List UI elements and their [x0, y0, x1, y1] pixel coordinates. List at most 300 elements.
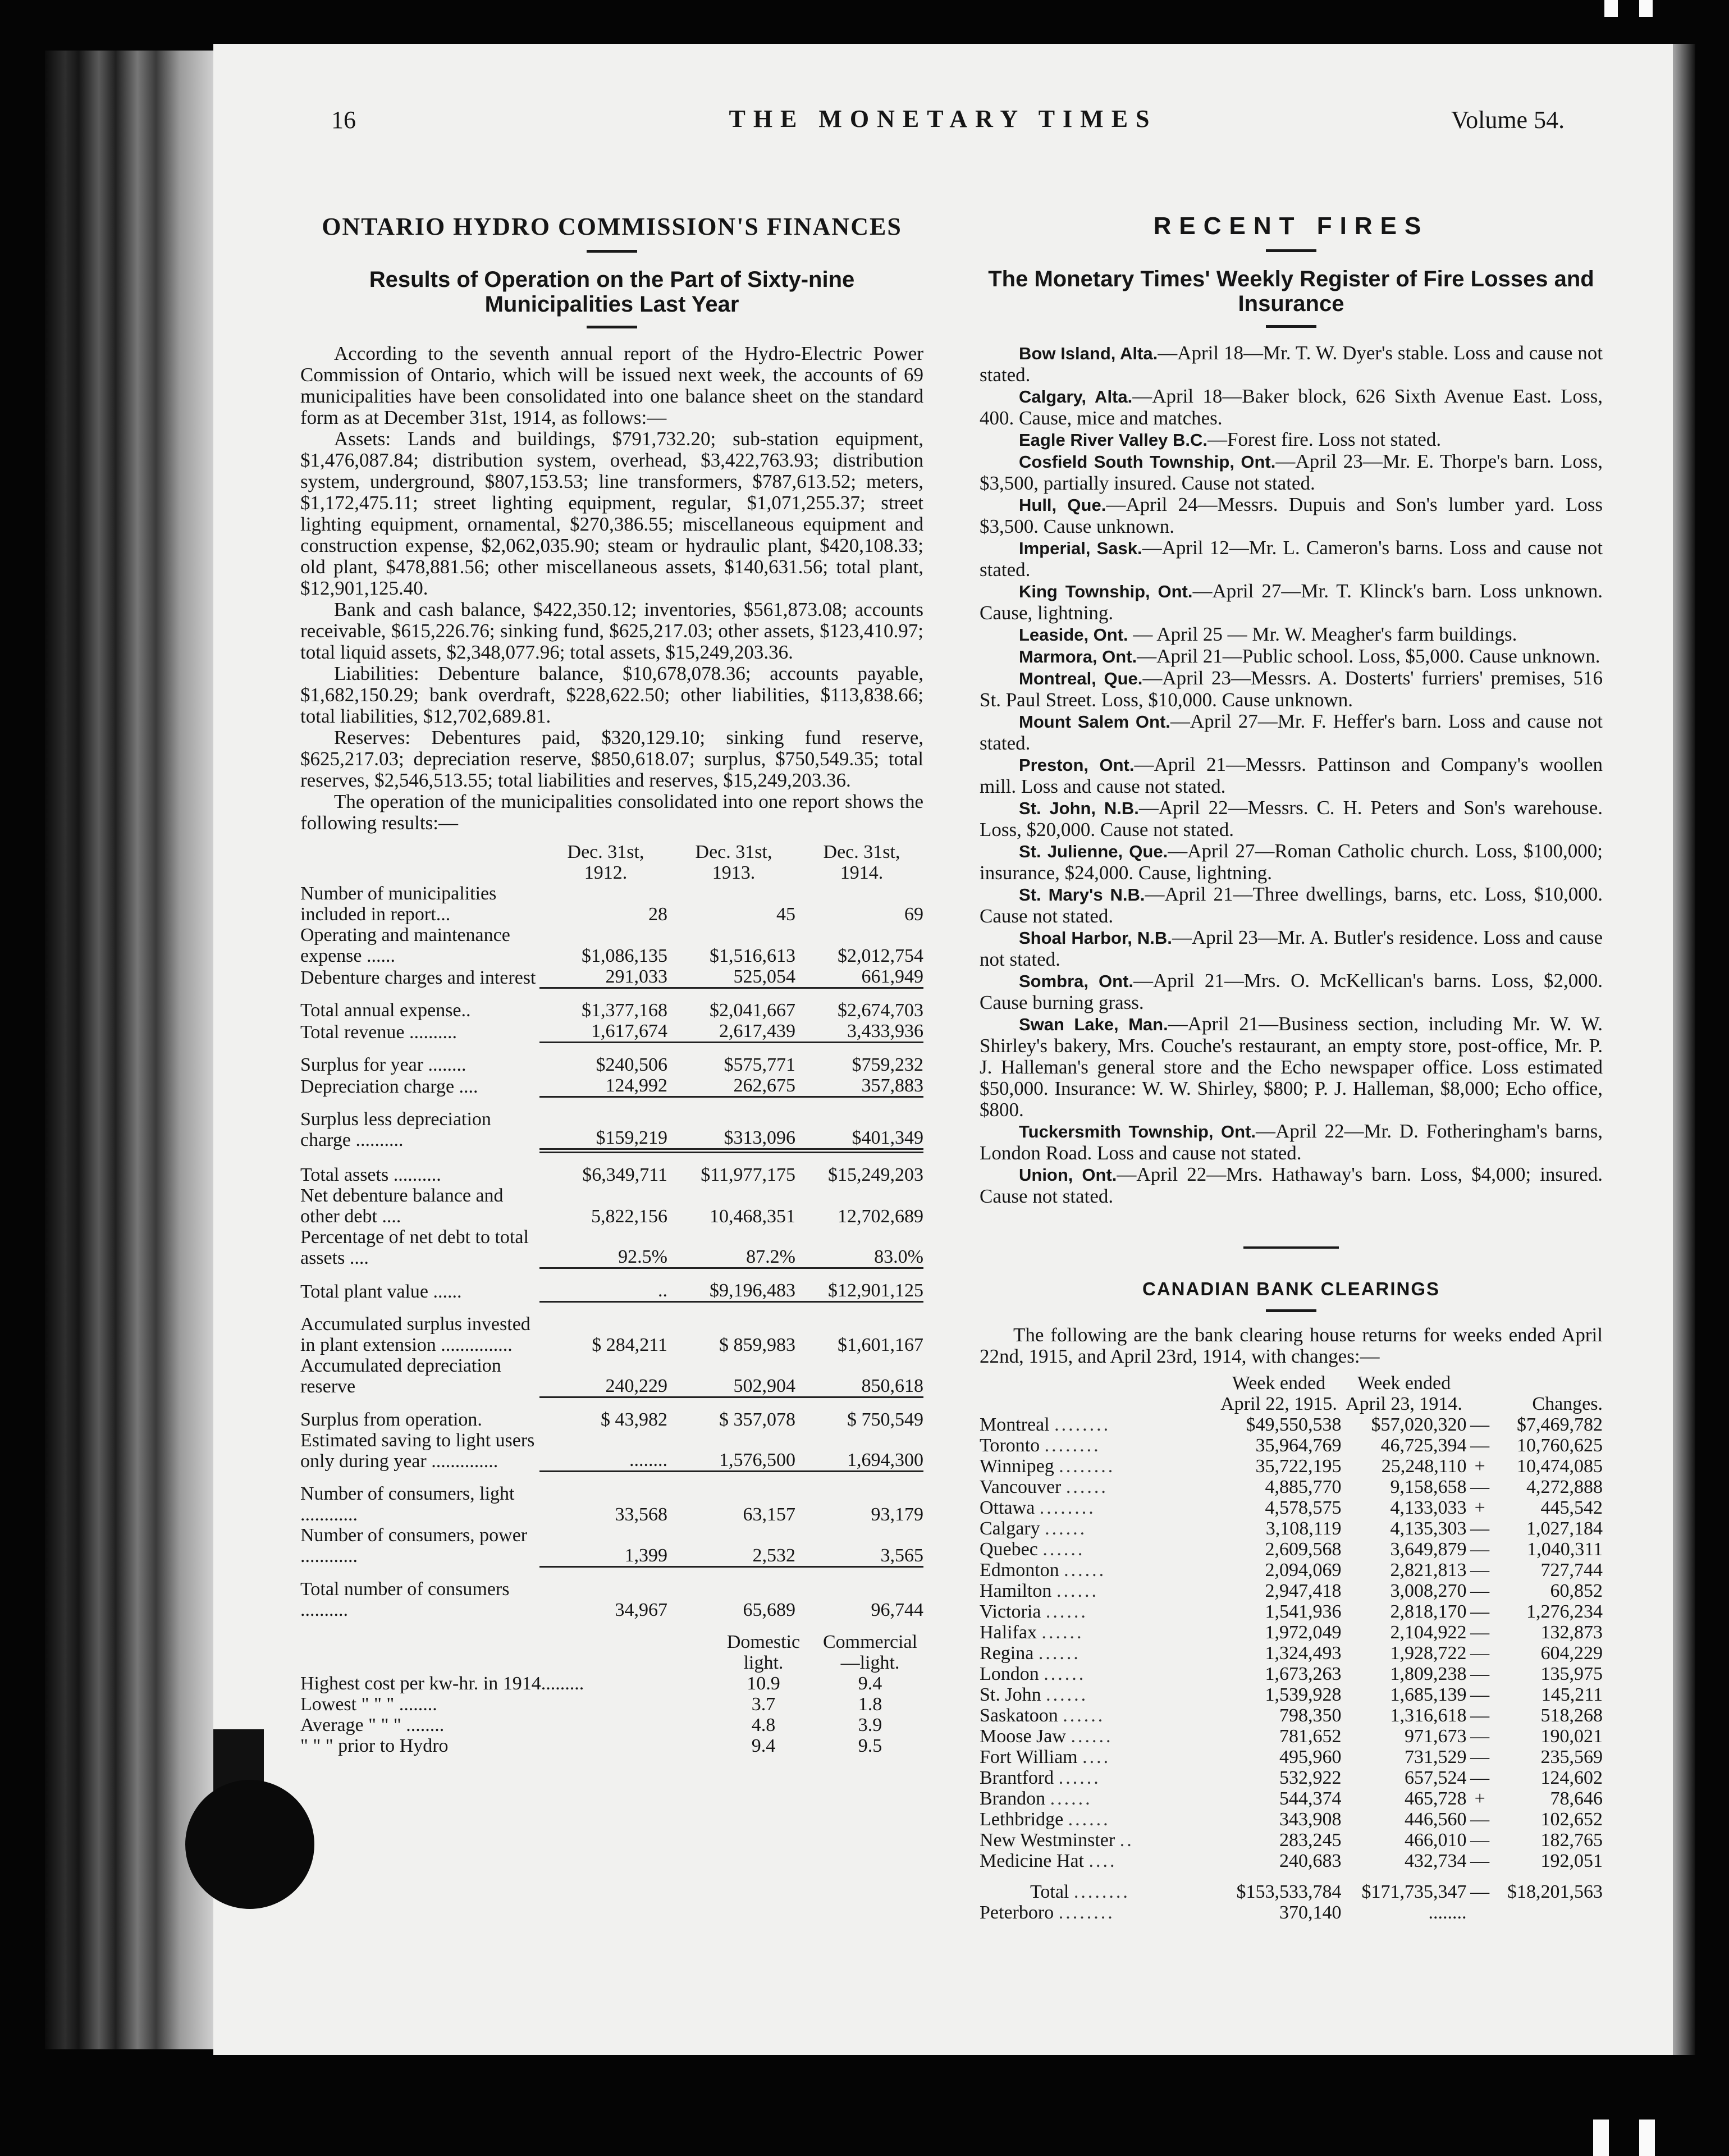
row-value: 34,967 — [615, 1599, 667, 1620]
page-number: 16 — [331, 106, 356, 134]
fire-details: —Forest fire. Loss not stated. — [1207, 428, 1442, 450]
row-value: 240,229 — [539, 1355, 667, 1397]
table-row — [300, 1483, 923, 1525]
table-row — [980, 1560, 1603, 1581]
fire-details: —April 21—Mrs. O. McKellican's barns. Loss, $2,000. Cause burning grass. — [980, 970, 1603, 1013]
subtitle-rule — [1266, 325, 1316, 328]
row-label: Accumulated depreciation reserve — [300, 1355, 501, 1397]
film-mark — [1639, 0, 1653, 17]
clearing-1915: 1,541,936 — [1265, 1601, 1342, 1622]
change-amount: 10,474,085 — [1517, 1456, 1603, 1477]
row-label: Percentage of net debt to total assets .... — [300, 1226, 529, 1268]
clearing-1915: 3,108,119 — [1265, 1518, 1342, 1539]
change-sign: + — [1474, 1497, 1485, 1518]
change-amount: $18,201,563 — [1507, 1881, 1603, 1902]
row-value: $9,196,483 — [667, 1280, 795, 1302]
clearing-1915: 240,683 — [1279, 1851, 1342, 1871]
table-row — [300, 1673, 923, 1694]
city-name: Montreal — [980, 1414, 1050, 1435]
clearing-1915: 1,972,049 — [1265, 1622, 1342, 1643]
row-value: 10.9 — [747, 1673, 780, 1694]
hydro-body — [300, 343, 923, 834]
clearing-1914: 2,104,922 — [1390, 1622, 1467, 1643]
table-row — [980, 1788, 1603, 1809]
clearing-1915: 343,908 — [1279, 1809, 1342, 1830]
city-name: Regina — [980, 1643, 1034, 1664]
leader-dots: ...... — [1058, 1767, 1101, 1788]
leader-dots: ...... — [1063, 1705, 1105, 1726]
volume-label: Volume 54. — [1451, 106, 1565, 134]
fire-entry — [980, 646, 1603, 668]
change-amount: 235,569 — [1540, 1747, 1603, 1767]
fire-details: —April 27—Roman Catholic church. Loss, $100,000; insurance, $24,000. Cause, lightning. — [980, 840, 1603, 884]
table-row — [980, 1581, 1603, 1601]
row-value: 502,904 — [667, 1355, 795, 1397]
table-row — [300, 1735, 923, 1756]
row-value: 4.8 — [751, 1714, 776, 1735]
row-value: 357,883 — [795, 1075, 923, 1097]
column-header: Domestic light. — [726, 1631, 801, 1673]
row-value: $12,901,125 — [795, 1280, 923, 1302]
row-label: Total annual expense.. — [300, 1000, 471, 1021]
row-label: Number of consumers, power ............ — [300, 1525, 528, 1566]
change-amount: 135,975 — [1540, 1664, 1603, 1684]
table-row — [300, 1314, 923, 1355]
table-row — [980, 1497, 1603, 1518]
city-cell — [980, 1809, 1216, 1830]
fire-details: —April 23—Mr. A. Butler's residence. Loss and cause not stated. — [980, 926, 1603, 970]
table-row — [980, 1851, 1603, 1871]
change-sign: — — [1470, 1767, 1490, 1788]
clearings-title: CANADIAN BANK CLEARINGS — [1142, 1278, 1440, 1299]
column-header: Changes. — [1532, 1394, 1603, 1414]
change-amount: 1,276,234 — [1526, 1601, 1603, 1622]
city-name: Total — [1030, 1881, 1069, 1902]
book-spine — [45, 51, 213, 2049]
change-amount: 4,272,888 — [1526, 1477, 1603, 1497]
city-name: London — [980, 1664, 1039, 1684]
city-name: Ottawa — [980, 1497, 1035, 1518]
rate-table — [300, 1632, 923, 1756]
row-value: 525,054 — [667, 966, 795, 988]
city-name: Hamilton — [980, 1581, 1052, 1601]
clearing-1915: 798,350 — [1279, 1705, 1342, 1726]
row-label: Net debenture balance and other debt .... — [300, 1185, 504, 1227]
fire-details: —April 23—Mr. E. Thorpe's barn. Loss, $3,500, partially insured. Cause not stated. — [980, 450, 1603, 494]
change-amount: 1,040,311 — [1527, 1539, 1603, 1560]
leader-dots: .... — [1088, 1851, 1117, 1871]
row-value: 87.2% — [667, 1227, 795, 1268]
leader-dots: ...... — [1056, 1581, 1099, 1601]
row-value: 10,468,351 — [710, 1205, 795, 1227]
table-row — [980, 1767, 1603, 1788]
table-row — [980, 1664, 1603, 1684]
row-value: $ 43,982 — [601, 1409, 667, 1430]
hydro-title: ONTARIO HYDRO COMMISSION'S FINANCES — [322, 213, 902, 240]
fire-details: —April 27—Mr. F. Heffer's barn. Loss and cause not stated. — [980, 710, 1603, 754]
hydro-results-table — [300, 842, 923, 1620]
column-header: Week ended April 22, 1915. — [1220, 1373, 1337, 1414]
row-value: 1,694,300 — [795, 1430, 923, 1472]
hydro-article — [300, 212, 923, 1756]
column-header: Week ended April 23, 1914. — [1346, 1373, 1462, 1414]
clearing-1915: 544,374 — [1279, 1788, 1342, 1809]
clearing-1915: 370,140 — [1279, 1902, 1342, 1923]
row-value: $759,232 — [852, 1054, 923, 1075]
table-row — [300, 1430, 923, 1472]
fire-details: —April 21—Messrs. Pattinson and Company's woollen mill. Loss and cause not stated. — [980, 753, 1603, 797]
clearings-rule — [1266, 1309, 1316, 1312]
fire-place: St. John, N.B. — [1019, 798, 1139, 818]
row-value: 124,992 — [539, 1075, 667, 1097]
row-value: 850,618 — [795, 1355, 923, 1397]
fire-details: —April 24—Messrs. Dupuis and Son's lumber yard. Loss $3,500. Cause unknown. — [980, 494, 1603, 537]
clearing-1915: 4,578,575 — [1265, 1497, 1342, 1518]
fire-entry — [980, 342, 1603, 386]
row-label: Estimated saving to light users only during year .............. — [300, 1429, 535, 1472]
row-value: 45 — [776, 904, 795, 925]
row-value: $ 750,549 — [847, 1409, 923, 1430]
row-value: $2,674,703 — [838, 1000, 923, 1021]
fire-entry — [980, 797, 1603, 841]
row-value: 83.0% — [795, 1227, 923, 1268]
clearing-1915: 4,885,770 — [1265, 1477, 1342, 1497]
clearing-1914: 25,248,110 — [1381, 1456, 1467, 1477]
fire-entry — [980, 494, 1603, 537]
city-name: Brandon — [980, 1788, 1046, 1809]
change-amount: 60,852 — [1550, 1581, 1603, 1601]
table-row — [300, 1021, 923, 1043]
subtitle-rule — [587, 326, 637, 328]
fire-place: Bow Island, Alta. — [1019, 344, 1158, 363]
row-value: $313,096 — [667, 1109, 795, 1150]
row-label: Total assets .......... — [300, 1164, 441, 1185]
table-row — [980, 1477, 1603, 1497]
title-rule — [587, 250, 637, 253]
row-value: $1,601,167 — [838, 1335, 923, 1355]
clearing-1915: 1,539,928 — [1265, 1684, 1342, 1705]
table-row — [300, 1715, 923, 1735]
change-amount: 132,873 — [1540, 1622, 1603, 1643]
clearing-1914: 3,008,270 — [1390, 1581, 1467, 1601]
city-name: Calgary — [980, 1518, 1040, 1539]
row-value: $1,516,613 — [710, 945, 795, 966]
table-row — [300, 1579, 923, 1620]
thumb-shadow — [185, 1780, 314, 1909]
clearing-1914: 1,928,722 — [1390, 1643, 1467, 1664]
change-sign: + — [1474, 1788, 1485, 1809]
table-row — [300, 1075, 923, 1097]
clearing-1914: 465,728 — [1404, 1788, 1467, 1809]
clearing-1915: $153,533,784 — [1236, 1881, 1342, 1902]
city-name: Moose Jaw — [980, 1726, 1066, 1747]
city-name: St. John — [980, 1684, 1041, 1705]
row-label: Total plant value ...... — [300, 1281, 462, 1302]
film-mark — [1604, 0, 1618, 17]
fire-details: —April 12—Mr. L. Cameron's barns. Loss and cause not stated. — [980, 537, 1603, 581]
title-rule — [1266, 249, 1316, 252]
fire-entry — [980, 429, 1603, 451]
row-value: 65,689 — [743, 1599, 795, 1620]
row-value: 3,433,936 — [795, 1021, 923, 1043]
city-name: Medicine Hat — [980, 1851, 1084, 1871]
row-value: 1,399 — [539, 1525, 667, 1566]
fires-subtitle: The Monetary Times' Weekly Register of Fire Losses and Insurance — [988, 267, 1594, 316]
city-cell — [980, 1560, 1216, 1581]
row-value: 28 — [648, 904, 667, 925]
row-value: 9.4 — [858, 1673, 882, 1694]
row-value: 69 — [904, 904, 923, 925]
clearing-1914: 1,809,238 — [1390, 1664, 1467, 1684]
fire-place: Calgary, Alta. — [1019, 387, 1133, 406]
fire-place: Eagle River Valley B.C. — [1019, 430, 1208, 450]
newspaper-page — [213, 44, 1673, 2055]
city-cell — [980, 1830, 1216, 1851]
clearing-1914: 446,560 — [1404, 1809, 1467, 1830]
row-value: 661,949 — [795, 966, 923, 988]
hydro-paragraph: Reserves: Debentures paid, $320,129.10; sinking fund reserve, $625,217.03; depreciation reserve, $850,618.07; surplus, $750,549.35; total reserves, $2,546,513.55; total liabilities and reserves, $15,249,203.36. — [300, 727, 923, 791]
table-row — [980, 1747, 1603, 1767]
row-value: 3.7 — [751, 1693, 776, 1715]
fire-entry — [980, 754, 1603, 797]
change-sign: — — [1470, 1643, 1490, 1664]
clearing-1915: 1,324,493 — [1265, 1643, 1342, 1664]
fire-entry — [980, 1164, 1603, 1207]
city-name: Fort William — [980, 1747, 1078, 1767]
city-cell — [980, 1435, 1216, 1456]
clearing-1914: 3,649,879 — [1390, 1539, 1467, 1560]
leader-dots: ...... — [1050, 1788, 1092, 1809]
table-row — [300, 1054, 923, 1075]
clearing-1914: 1,316,618 — [1390, 1705, 1467, 1726]
leader-dots: ...... — [1064, 1560, 1106, 1581]
clearing-1914: 731,529 — [1404, 1747, 1467, 1767]
leader-dots: ........ — [1058, 1902, 1115, 1923]
row-label: Operating and maintenance expense ...... — [300, 925, 510, 966]
city-cell — [980, 1902, 1216, 1923]
column-header: Commercial —light. — [822, 1631, 918, 1673]
leader-dots: ...... — [1071, 1726, 1113, 1747]
table-row — [300, 1409, 923, 1430]
change-amount: 102,652 — [1540, 1809, 1603, 1830]
clearing-1914: 657,524 — [1404, 1767, 1467, 1788]
row-label: Average " " " ........ — [300, 1714, 445, 1735]
row-value: 3.9 — [858, 1714, 882, 1735]
fire-entry — [980, 537, 1603, 581]
change-sign: — — [1470, 1518, 1490, 1539]
table-row — [980, 1456, 1603, 1477]
city-name: Vancouver — [980, 1477, 1062, 1497]
fire-place: Sombra, Ont. — [1019, 971, 1133, 991]
fire-entry — [980, 970, 1603, 1013]
fire-place: St. Mary's N.B. — [1019, 885, 1145, 905]
change-amount: 10,760,625 — [1517, 1435, 1603, 1456]
change-amount: 182,765 — [1540, 1830, 1603, 1851]
clearing-1914: 466,010 — [1404, 1830, 1467, 1851]
hydro-paragraph: Liabilities: Debenture balance, $10,678,078.36; accounts payable, $1,682,150.29; bank overdraft, $228,622.50; other liabilities, $113,838.66; total liabilities, $12,702,689.81. — [300, 663, 923, 727]
fire-details: —April 22—Mr. D. Fotheringham's barns, London Road. Loss and cause not stated. — [980, 1120, 1603, 1164]
fire-entry — [980, 386, 1603, 429]
row-value: 5,822,156 — [591, 1205, 667, 1227]
row-label: Surplus less depreciation charge .......... — [300, 1109, 491, 1150]
table-row — [980, 1684, 1603, 1705]
leader-dots: ...... — [1046, 1684, 1088, 1705]
table-row — [980, 1601, 1603, 1622]
row-value: $1,377,168 — [582, 1000, 667, 1021]
row-value: $ 284,211 — [592, 1335, 667, 1355]
city-name: Saskatoon — [980, 1705, 1058, 1726]
change-sign: — — [1470, 1414, 1490, 1435]
leader-dots: ...... — [1041, 1622, 1084, 1643]
clearing-1915: 2,094,069 — [1265, 1560, 1342, 1581]
column-header: Dec. 31st, 1912. — [567, 842, 644, 883]
city-cell — [980, 1497, 1216, 1518]
hydro-paragraph: Assets: Lands and buildings, $791,732.20; sub-station equipment, $1,476,087.84; distribution system, overhead, $3,422,763.93; distribution system, underground, $807,153.53; line transformers, $787,613.52; meters, $1,172,475.11; street lighting equipment, regular, $1,071,255.37; street lighting equipment, ornamental, $270,386.55; miscellaneous equipment and construction expense, $2,062,035.90; steam or hydraulic plant, $420,108.33; old plant, $478,881.56; other miscellaneous assets, $140,631.56; total plant, $12,901,125.40. — [300, 428, 923, 599]
leader-dots: ........ — [1054, 1414, 1111, 1435]
fire-details: —April 22—Messrs. C. H. Peters and Son's warehouse. Loss, $20,000. Cause not stated. — [980, 797, 1603, 841]
fire-details: —April 21—Three dwellings, barns, etc. Loss, $10,000. Cause not stated. — [980, 883, 1603, 927]
change-amount: 604,229 — [1540, 1643, 1603, 1664]
city-cell — [980, 1747, 1216, 1767]
change-amount: 1,027,184 — [1526, 1518, 1603, 1539]
city-cell — [980, 1664, 1216, 1684]
clearing-1914: 9,158,658 — [1390, 1477, 1467, 1497]
change-amount: $7,469,782 — [1517, 1414, 1603, 1435]
city-cell — [980, 1456, 1216, 1477]
table-row — [980, 1902, 1603, 1923]
fire-entry — [980, 668, 1603, 711]
clearing-1914: 4,135,303 — [1390, 1518, 1467, 1539]
row-value: $575,771 — [724, 1054, 795, 1075]
row-value: $11,977,175 — [701, 1164, 795, 1185]
city-name: New Westminster — [980, 1830, 1115, 1851]
row-label: Surplus for year ........ — [300, 1054, 466, 1075]
change-sign: — — [1470, 1581, 1490, 1601]
table-row — [300, 925, 923, 966]
leader-dots: .... — [1082, 1747, 1111, 1767]
clearing-1915: 1,673,263 — [1265, 1664, 1342, 1684]
table-row — [980, 1726, 1603, 1747]
table-row — [980, 1435, 1603, 1456]
row-label: Highest cost per kw-hr. in 1914......... — [300, 1673, 584, 1694]
city-cell — [980, 1851, 1216, 1871]
clearing-1914: 2,818,170 — [1390, 1601, 1467, 1622]
clearing-1915: 283,245 — [1279, 1830, 1342, 1851]
row-value: $240,506 — [596, 1054, 667, 1075]
row-value: $15,249,203 — [828, 1164, 923, 1185]
row-value: ........ — [539, 1430, 667, 1472]
change-amount: 78,646 — [1550, 1788, 1603, 1809]
clearing-1914: 2,821,813 — [1390, 1560, 1467, 1581]
row-label: Lowest " " " ........ — [300, 1693, 437, 1715]
table-row — [300, 1185, 923, 1227]
clearing-1915: 2,947,418 — [1265, 1581, 1342, 1601]
table-corner — [1466, 1373, 1493, 1414]
table-corner — [300, 842, 539, 883]
row-value: 2,617,439 — [667, 1021, 795, 1043]
clearing-1915: 35,722,195 — [1255, 1456, 1342, 1477]
leader-dots: ........ — [1073, 1881, 1130, 1902]
table-row — [300, 1280, 923, 1302]
row-value: 2,532 — [667, 1525, 795, 1566]
table-row — [980, 1830, 1603, 1851]
row-label: Total revenue .......... — [300, 1021, 457, 1043]
row-label: Debenture charges and interest — [300, 967, 536, 988]
fire-place: Swan Lake, Man. — [1019, 1015, 1168, 1034]
section-rule — [1243, 1246, 1339, 1249]
city-cell — [980, 1871, 1216, 1902]
clearing-1915: 532,922 — [1279, 1767, 1342, 1788]
table-row — [300, 1109, 923, 1150]
row-value: $159,219 — [539, 1109, 667, 1150]
leader-dots: ...... — [1045, 1518, 1087, 1539]
row-value: $6,349,711 — [582, 1164, 667, 1185]
row-value: 1,617,674 — [539, 1021, 667, 1043]
change-amount: 192,051 — [1540, 1851, 1603, 1871]
change-sign: — — [1470, 1747, 1490, 1767]
row-label: Surplus from operation. — [300, 1409, 482, 1430]
row-label: Depreciation charge .... — [300, 1076, 478, 1097]
row-value: 63,157 — [743, 1504, 795, 1525]
city-name: Brantford — [980, 1767, 1054, 1788]
change-sign: — — [1470, 1560, 1490, 1581]
change-amount: 190,021 — [1540, 1726, 1603, 1747]
row-value: 1,576,500 — [667, 1430, 795, 1472]
clearing-1914: 432,734 — [1404, 1851, 1467, 1871]
city-name: Winnipeg — [980, 1456, 1054, 1477]
fire-place: Montreal, Que. — [1019, 669, 1143, 688]
row-value: 262,675 — [667, 1075, 795, 1097]
fires-title: RECENT FIRES — [1153, 212, 1429, 240]
change-sign: — — [1470, 1664, 1490, 1684]
clearing-1914: 971,673 — [1404, 1726, 1467, 1747]
change-sign: — — [1470, 1881, 1490, 1902]
table-row — [980, 1518, 1603, 1539]
change-amount: 445,542 — [1540, 1497, 1603, 1518]
leader-dots: ...... — [1042, 1539, 1085, 1560]
fire-entry — [980, 1013, 1603, 1121]
fire-details: —April 21—Business section, including Mr. W. W. Shirley's bakery, Mrs. Couche's restaurant, an empty store, post-office, Mr. P. J. Halleman's general store and the Echo newspaper office. Loss estimated $50,000. Insurance: W. W. Shirley, $800; P. J. Halleman, $8,000; Echo office, $800. — [980, 1013, 1603, 1121]
fire-place: Shoal Harbor, N.B. — [1019, 928, 1172, 948]
row-value: $1,086,135 — [582, 945, 667, 966]
city-name: Edmonton — [980, 1560, 1059, 1581]
clearing-1915: 2,609,568 — [1265, 1539, 1342, 1560]
row-value: 1.8 — [858, 1693, 882, 1715]
clearings-intro: The following are the bank clearing house returns for weeks ended April 22nd, 1915, and April 23rd, 1914, with changes:— — [980, 1324, 1603, 1367]
city-name: Quebec — [980, 1539, 1038, 1560]
leader-dots: ...... — [1045, 1601, 1088, 1622]
city-cell — [980, 1601, 1216, 1622]
row-value: $ 859,983 — [719, 1335, 795, 1355]
change-amount: 145,211 — [1541, 1684, 1603, 1705]
column-header: Dec. 31st, 1913. — [695, 842, 772, 883]
fire-entry — [980, 927, 1603, 970]
clearing-1914: $171,735,347 — [1361, 1881, 1467, 1902]
city-name: Peterboro — [980, 1902, 1054, 1923]
fire-place: St. Julienne, Que. — [1019, 842, 1168, 861]
city-cell — [980, 1788, 1216, 1809]
change-amount — [1493, 1902, 1603, 1923]
fire-place: Preston, Ont. — [1019, 755, 1135, 775]
fires-article — [980, 212, 1603, 1923]
clearing-1914: 4,133,033 — [1390, 1497, 1467, 1518]
city-cell — [980, 1414, 1216, 1435]
fire-place: Cosfield South Township, Ont. — [1019, 452, 1276, 472]
change-sign: — — [1470, 1705, 1490, 1726]
row-label: " " " prior to Hydro — [300, 1735, 449, 1756]
clearings-table — [980, 1373, 1603, 1923]
clearing-1914: $57,020,320 — [1371, 1414, 1467, 1435]
